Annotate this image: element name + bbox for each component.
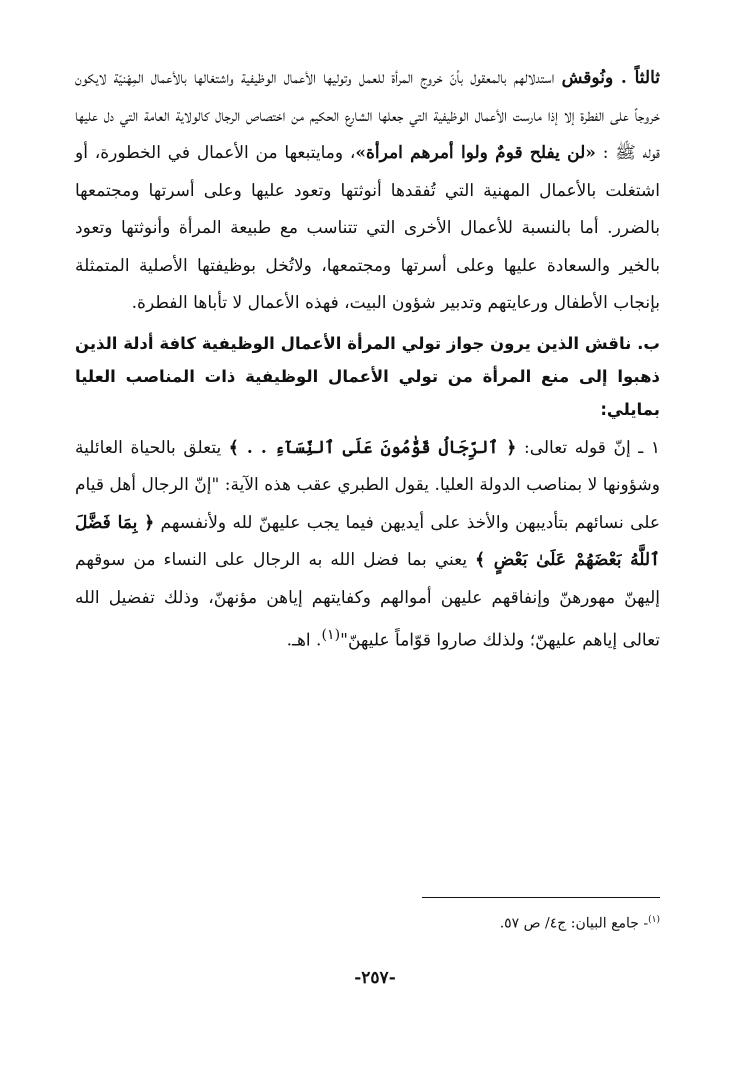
footnote-reference: (١)	[321, 627, 341, 643]
paragraph-text: استدلالهم بالمعقول بأنّ خروج المرأة للعمل وتوليها الأعمال الوظيفية واشتغالها بالأعمال المِهْنيّة لايكون خروجاً على الفطرة إلا إذا مارست الأعمال الوظيفية التي جعلها الشارع الحكيم من اختصاص الرجال كالولاية العامة التي دل عليها قوله ﷺ :	[75, 68, 660, 163]
ayah-quote-2: ﴿ بِمَا فَضَّلَ ٱللَّهُ بَعْضَهُمْ عَلَىٰ بَعْضٍ ﴾	[75, 512, 660, 570]
ayah-quote: ﴿ ٱلرِّجَالُ قَوَّٰمُونَ عَلَى ٱلنِّسَآءِ . . ﴾	[228, 437, 517, 458]
page-number: -٢٥٧-	[354, 968, 396, 988]
paragraph-point-1	[75, 430, 660, 661]
hadith-quote: «لن يفلح قومٌ ولوا أمرهم امرأة»	[355, 143, 596, 163]
main-text	[75, 60, 660, 660]
point-number: ١ ـ	[638, 437, 660, 458]
point-text-2: يعني بما فضل الله به الرجال على النساء من سوقهم إليهنّ مهورهنّ وإنفاقهم عليهن أموالهم وكفايتهم إياهن مؤنهنّ، وذلك تفضيل الله تعالى إياهم عليهنّ؛ ولذلك صاروا قوّاماً عليهنّ"	[75, 550, 660, 651]
footnote-marker: (١)	[648, 915, 660, 925]
point-text: يتعلق بالحياة العائلية وشؤونها لا بمناصب الدولة العليا. يقول الطبري عقب هذه الآية: "إنّ الرجال أهل قيام على نسائهم بتأديبهن والأخذ على أيديهن فيما يجب عليهنّ لله ولأنفسهم	[75, 437, 661, 533]
paragraph-thalithan	[75, 60, 660, 323]
section-heading-b: ب. ناقش الذين يرون جواز تولي المرأة الأعمال الوظيفية كافة أدلة الذين ذهبوا إلى منع المرأة من تولي الأعمال الوظيفية ذات المناصب العليا بمايلي:	[75, 333, 660, 419]
point-closing: . اهـ.	[286, 630, 322, 651]
paragraph-continuation: ، ومايتبعها من الأعمال في الخطورة، أو اشتغلت بالأعمال المهنية التي تُفقدها أنوثتها وتعود عليها وعلى أسرتها ومجتمعها بالضرر. أما بالنسبة للأعمال الأخرى التي تتناسب مع طبيعة المرأة وأنوثتها وتعود بالخير والسعادة عليها وعلى أسرتها ومجتمعها، ولاتُخل بوظيفتها الأصلية المتمثلة بإنجاب الأطفال ورعايتهم وتدبير شؤون البيت، فهذه الأعمال لا تأباها الفطرة.	[75, 143, 660, 313]
paragraph-lead: ثالثاً . ونُوقش	[561, 68, 660, 88]
footnote	[75, 915, 660, 932]
footnote-text: - جامع البيان: ج٤/ ص ٥٧.	[499, 915, 649, 932]
footnote-divider	[422, 897, 660, 898]
point-intro: إنّ قوله تعالى:	[516, 437, 639, 458]
